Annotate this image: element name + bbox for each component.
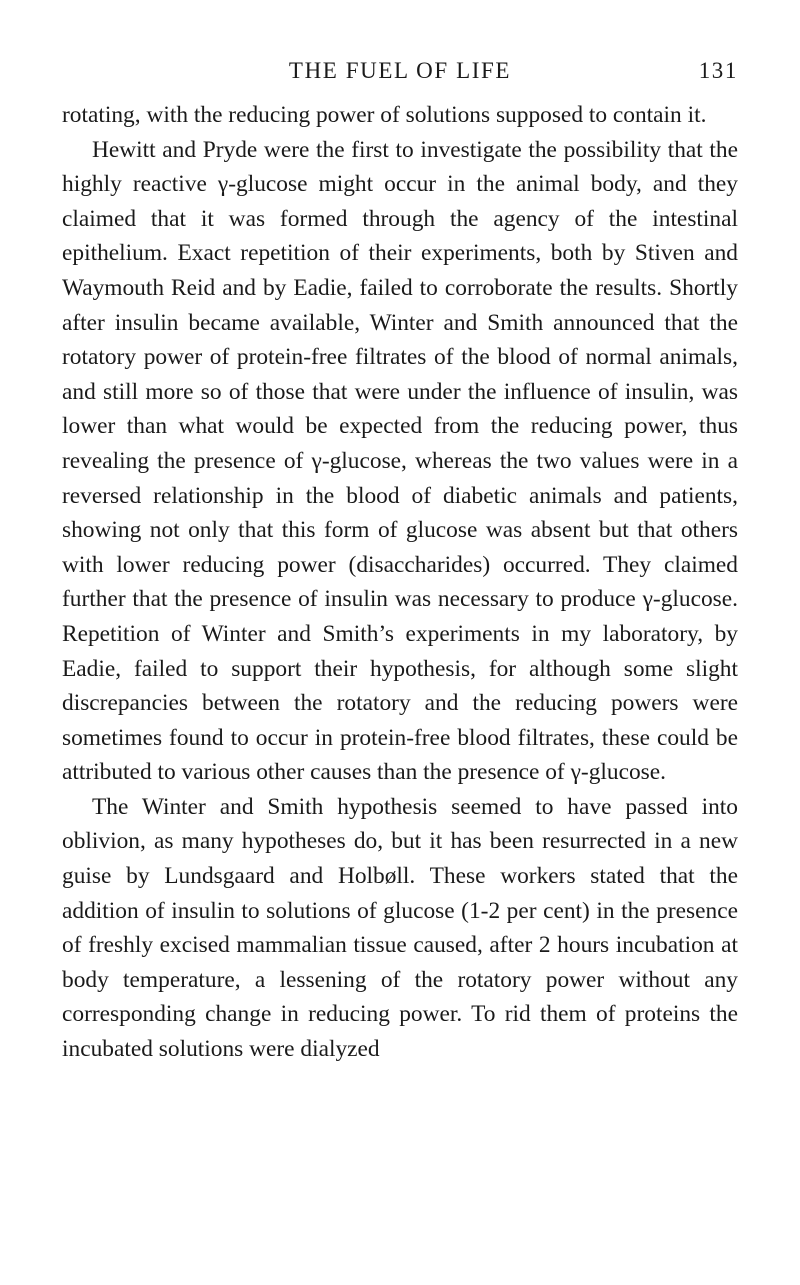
running-title: THE FUEL OF LIFE (288, 58, 512, 83)
book-page (62, 58, 738, 1067)
paragraph-continued: rotating, with the reducing power of solutions supposed to contain it. (62, 102, 707, 128)
running-head (62, 58, 738, 98)
paragraph-hewitt-pryde: Hewitt and Pryde were the first to investigate the possibility that the highly reactive γ-glucose might occur in the animal body, and they claimed that it was formed through the agency of the intestinal epithelium. Exact repetition of their experiments, both by Stiven and Waymouth Reid and by Eadie, failed to corroborate the results. Shortly after insulin became available, Winter and Smith announced that the rotatory power of protein-free filtrates of the blood of normal animals, and still more so of those that were under the influence of insulin, was lower than what would be expected from the reducing power, thus revealing the presence of γ-glucose, whereas the two values were in a reversed relationship in the blood of diabetic animals and patients, showing not only that this form of glucose was absent but that others with lower reducing power (disaccharides) occurred. They claimed further that the presence of insulin was necessary to produce γ-glucose. Repetition of Winter and Smith’s experiments in my laboratory, by Eadie, failed to support their hypothesis, for although some slight discrepancies between the rotatory and the reducing powers were sometimes found to occur in protein-free blood filtrates, these could be attributed to various other causes than the presence of γ-glucose. (62, 136, 738, 786)
paragraph-winter-smith: The Winter and Smith hypothesis seemed to have passed into oblivion, as many hypotheses do, but it has been resurrected in a new guise by Lundsgaard and Holbøll. These workers stated that the addition of insulin to solutions of glucose (1-2 per cent) in the presence of freshly excised mammalian tissue caused, after 2 hours incubation at body temperature, a lessening of the rotatory power without any corresponding change in reducing power. To rid them of proteins the incubated solutions were dialyzed (62, 793, 738, 1063)
page-number: 131 (698, 58, 738, 83)
body-text (62, 98, 738, 1067)
